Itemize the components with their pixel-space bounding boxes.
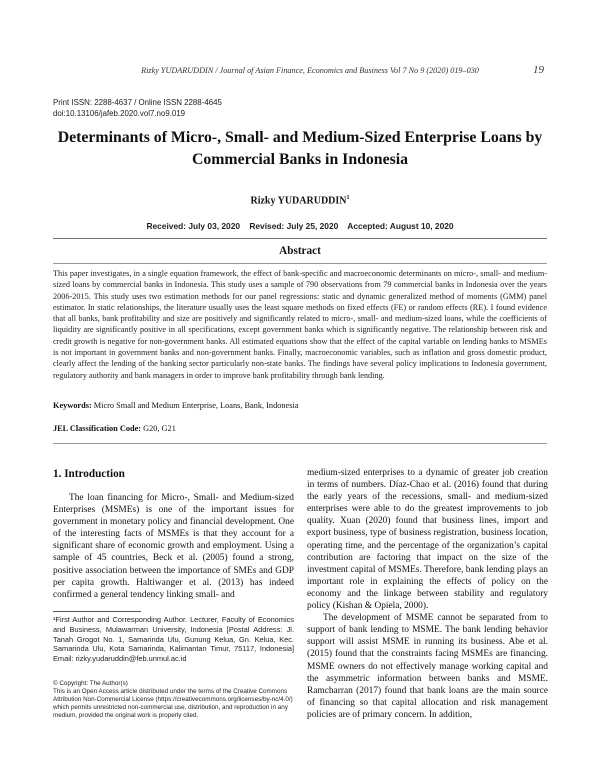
- license-text: This is an Open Access article distributed under the terms of the Creative Commons Attribution Non-Commercial License (https://creativecommons.org/licenses/by-nc/4.0/) which permits unrestricted non-commercial use, distribution, and reproduction in any medium, provided the original work is properly cited.: [53, 688, 293, 719]
- jel-label: JEL Classification Code:: [53, 424, 142, 433]
- introduction-heading: 1. Introduction: [53, 468, 125, 480]
- submission-dates: [0, 221, 600, 231]
- divider: [53, 443, 547, 444]
- abstract-heading: Abstract: [279, 245, 321, 257]
- page-number: 19: [533, 64, 544, 76]
- running-header-text: Rizky YUDARUDDIN / Journal of Asian Finance, Economics and Business Vol 7 No 9 (2020) 019–030: [141, 66, 479, 75]
- author: [0, 195, 600, 206]
- keywords: [53, 401, 547, 410]
- divider: [53, 238, 547, 239]
- keywords-value: Micro Small and Medium Enterprise, Loans, Bank, Indonesia: [93, 401, 299, 410]
- divider: [53, 263, 547, 264]
- left-column: [53, 492, 294, 601]
- issn-block: [53, 97, 222, 119]
- footnote-divider: [53, 611, 141, 612]
- right-column: [307, 467, 548, 721]
- author-footnote: ¹First Author and Corresponding Author. Lecturer, Faculty of Economics and Business, Mulawarman University, Indonesia [Postal Address: Jl. Tanah Grogot No. 1, Samarinda Ulu, Gunung Kelua, Gn. Kelua, Kec. Samarinda Ulu, Kota Samarinda, Kalimantan Timur, 75117, Indonesia] Email: rizky.yudaruddin@feb.unmul.ac.id: [53, 615, 294, 664]
- title-line-2: Commercial Banks in Indonesia: [191, 151, 409, 168]
- paragraph: medium-sized enterprises to a dynamic of greater job creation in terms of numbers. Díaz-Chao et al. (2016) found that during the early years of the recessions, small- and medium-sized enterprises were able to do the greatest improvements to job quality. Xuan (2020) found that business lines, import and export business, type of business registration, business location, operating time, and the percentage of the organization’s capital contribution are factoring that impact on the size of the investment capital of MSMEs. Therefore, bank lending plays an important role in explaining the effects of policy on the economy and the linkage between stability and regulatory policy (Kishan & Opiela, 2000).: [307, 468, 548, 612]
- copyright-notice: [53, 680, 294, 720]
- paragraph: The development of MSME cannot be separated from to support of bank lending to MSME. The bank lending behavior support will assist MSME in running its business. Abe et al. (2015) found that the constraints facing MSMEs are financing. MSME owners do not effectively manage working capital and the asymmetric information between banks and MSME. Ramcharran (2017) found that bank loans are the main source of financing so that capital allocation and risk management policies are of primary concern. In addition,: [307, 613, 548, 720]
- received-date: Received: July 03, 2020: [146, 221, 241, 231]
- copyright-heading: © Copyright: The Author(s): [53, 680, 128, 687]
- author-affiliation-mark: 1: [346, 195, 350, 201]
- abstract-body: This paper investigates, in a single equation framework, the effect of bank-specific and macroeconomic determinants on micro-, small- and medium-sized loans by commercial banks in Indonesia. This study uses a sample of 790 observations from 79 commercial banks in Indonesia over the years 2006-2015. This study uses two estimation methods for our panel regressions: static and dynamic generalized method of moments (GMM) panel estimator. In static relationships, the literature usually uses the least square methods on fixed effects (FE) or random effects (RE). I found evidence that all banks, bank profitability and size are positively and significantly related to micro-, small- and medium-sized loans, while the coefficients of liquidity are significantly positive in all specifications, except government banks which is significantly negative. The relationship between risk and credit growth is negative for non-government banks. All estimated equations show that the effect of the capital variable on lending banks to MSMEs is not important in government banks and non-government banks. Finally, macroeconomic variables, such as inflation and gross domestic product, clearly affect the lending of the banking sector particularly non-state banks. The findings have several policy implications to Indonesia government, regulatory authority and bank managers in order to improve bank profitability through bank lending.: [53, 269, 547, 380]
- title-line-1: Determinants of Micro-, Small- and Medium-Sized Enterprise Loans by: [57, 129, 543, 146]
- doi-line: doi:10.13106/jafeb.2020.vol7.no9.019: [53, 109, 186, 118]
- keywords-label: Keywords:: [53, 401, 92, 410]
- author-name: Rizky YUDARUDDIN: [250, 195, 347, 207]
- paragraph: The loan financing for Micro-, Small- and Medium-sized Enterprises (MSMEs) is one of the important issues for government in monetary policy and financial development. One of the interesting facts of MSMEs is that they account for a significant share of economic growth and employment. Using a sample of 45 countries, Beck et al. (2005) found a strong, positive association between the importance of SMEs and GDP per capita growth. Haltiwanger et al. (2013) has indeed confirmed a general tendency linking small- and: [53, 493, 294, 600]
- jel-classification: [53, 424, 547, 433]
- jel-value: G20, G21: [143, 424, 176, 433]
- paper-title: [40, 127, 560, 171]
- issn-line: Print ISSN: 2288-4637 / Online ISSN 2288-4645: [53, 98, 222, 107]
- running-header: [0, 66, 600, 80]
- accepted-date: Accepted: August 10, 2020: [347, 221, 454, 231]
- revised-date: Revised: July 25, 2020: [249, 221, 339, 231]
